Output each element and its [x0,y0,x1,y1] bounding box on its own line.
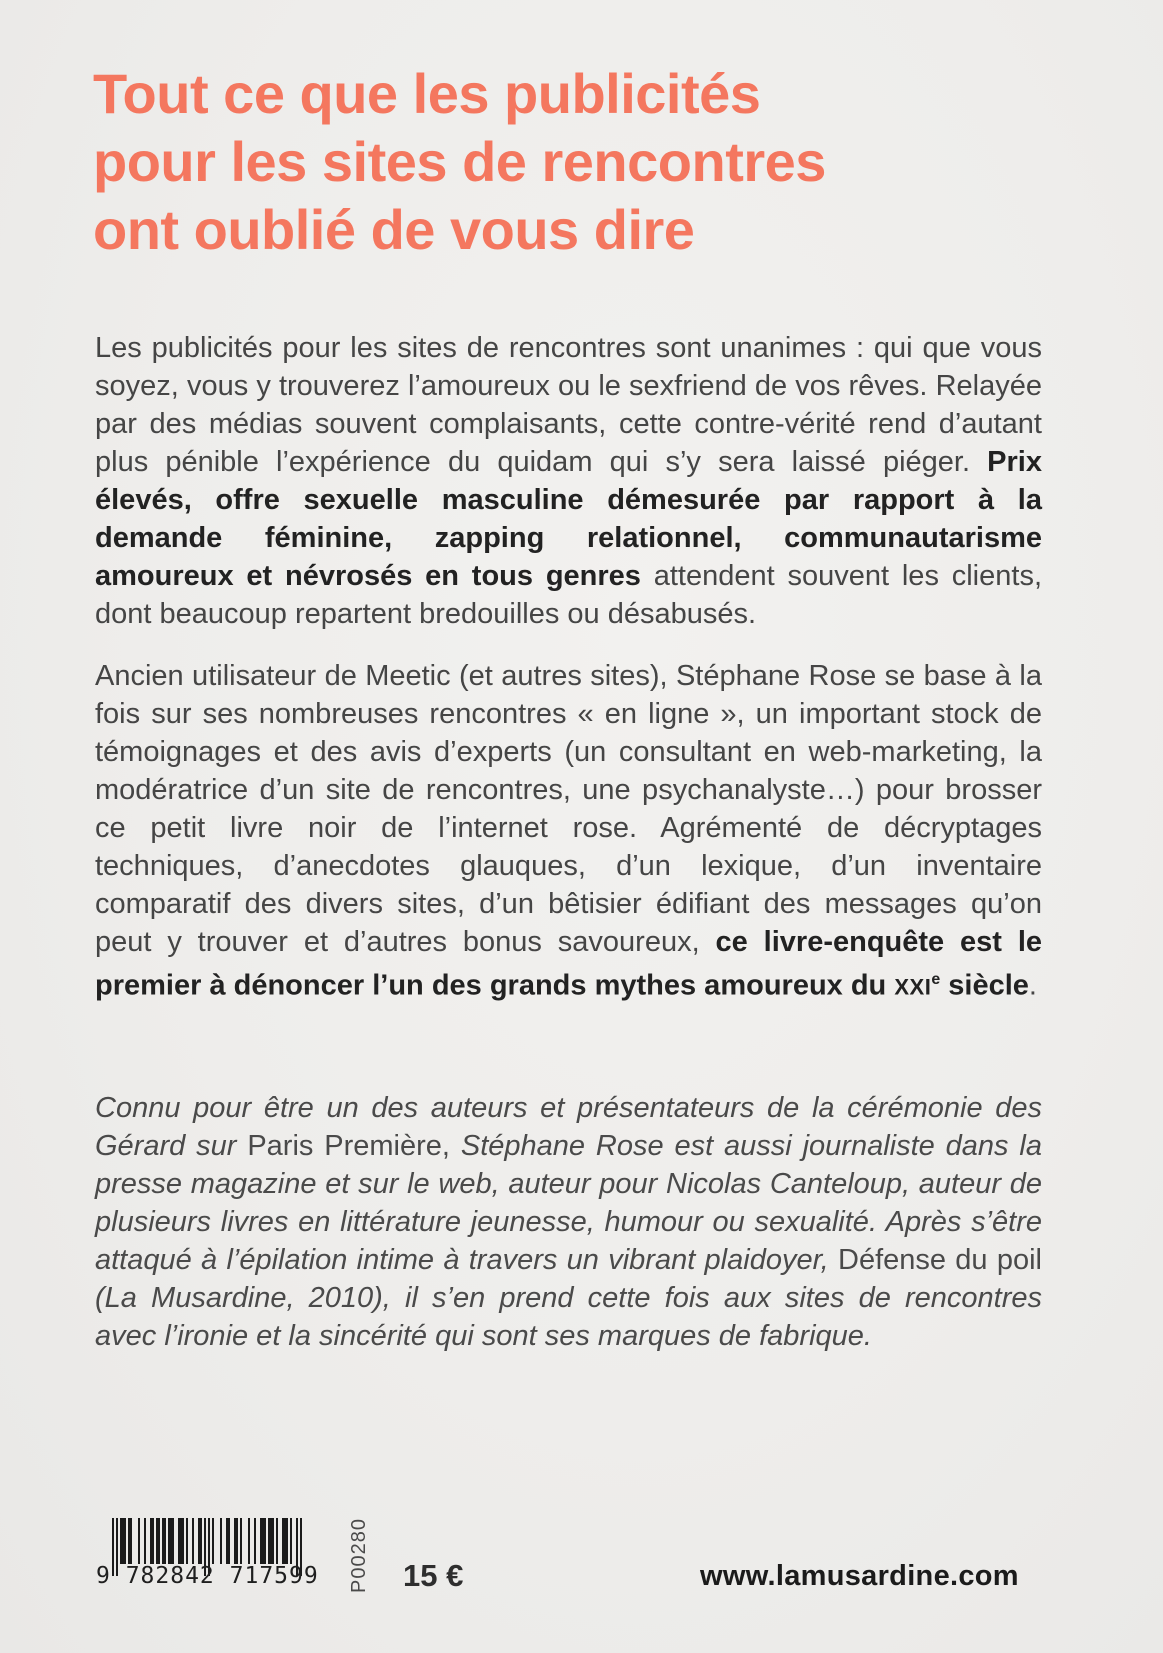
title-line: pour les sites de rencontres [93,130,826,193]
title-line: Tout ce que les publicités [93,62,761,125]
pitch-paragraph: Les publicités pour les sites de rencontres sont unanimes : qui que vous soyez, vous y trouverez l’amoureux ou le sexfriend de vos rêves. Relayée par des médias souvent complaisants, cette contre-vérité rend d’autant plus pénible l’expérience du quidam qui s’y sera laissé piéger. Prix élevés, offre sexuelle masculine démesurée par rapport à la demande féminine, zapping relationnel, communautarisme amoureux et névrosés en tous genres attendent souvent les clients, dont beaucoup repartent bredouilles ou désabusés. [95,332,1042,630]
price-label: 15 € [403,1558,464,1593]
author-bio-paragraph: Connu pour être un des auteurs et présentateurs de la cérémonie des Gérard sur Paris Première, Stéphane Rose est aussi journaliste dans la presse magazine et sur le web, auteur pour Nicolas Canteloup, auteur de plusieurs livres en littérature jeunesse, humour ou sexualité. Après s’être attaqué à l’épilation intime à travers un vibrant plaidoyer, Défense du poil (La Musardine, 2010), il s’en prend cette fois aux sites de rencontres avec l’ironie et la sincérité qui sont ses marques de fabrique. [95,1092,1043,1352]
print-code: P00280 [348,1518,370,1593]
title-line: ont oublié de vous dire [93,198,695,261]
description-paragraph: Ancien utilisateur de Meetic (et autres sites), Stéphane Rose se base à la fois sur ses nombreuses rencontres « en ligne », un important stock de témoignages et des avis d’experts (un consultant en web-marketing, la modératrice d’un site de rencontres, une psychanalyste…) pour brosser ce petit livre noir de l’internet rose. Agrémenté de décryptages techniques, d’anecdotes glauques, d’un lexique, d’un inventaire comparatif des divers sites, d’un bêtisier édifiant des messages qu’on peut y trouver et d’autres bonus savoureux, ce livre-enquête est le premier à dénoncer l’un des grands mythes amoureux du XXIe siècle. [95,660,1043,1002]
barcode-digits: 9 782842 717599 [96,1563,319,1589]
publisher-website: www.lamusardine.com [700,1560,1019,1592]
page-title [93,60,1073,264]
